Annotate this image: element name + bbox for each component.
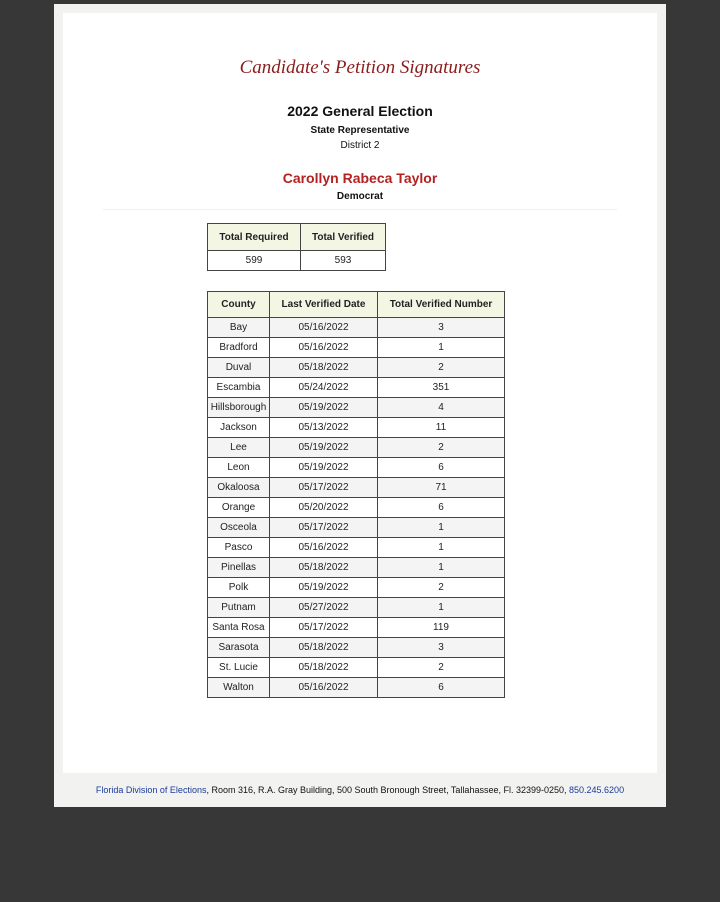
count-cell: 11	[378, 418, 505, 438]
date-cell: 05/16/2022	[270, 678, 378, 698]
date-cell: 05/24/2022	[270, 378, 378, 398]
count-cell: 6	[378, 458, 505, 478]
table-row	[208, 578, 505, 598]
county-cell: Putnam	[208, 598, 270, 618]
date-cell: 05/13/2022	[270, 418, 378, 438]
county-cell: Pinellas	[208, 558, 270, 578]
date-cell: 05/18/2022	[270, 358, 378, 378]
table-row	[208, 678, 505, 698]
table-row	[208, 358, 505, 378]
table-row	[208, 478, 505, 498]
table-row	[208, 598, 505, 618]
table-row	[208, 438, 505, 458]
county-cell: Walton	[208, 678, 270, 698]
county-cell: Duval	[208, 358, 270, 378]
date-cell: 05/19/2022	[270, 438, 378, 458]
table-row	[208, 418, 505, 438]
total-verified-header: Total Verified	[301, 224, 386, 251]
table-row	[208, 658, 505, 678]
county-cell: Orange	[208, 498, 270, 518]
footer-address: , Room 316, R.A. Gray Building, 500 South Bronough Street, Tallahassee, Fl. 32399-0250,	[206, 785, 570, 795]
count-cell: 6	[378, 678, 505, 698]
county-cell: Bradford	[208, 338, 270, 358]
county-cell: Lee	[208, 438, 270, 458]
count-cell: 6	[378, 498, 505, 518]
table-row	[208, 558, 505, 578]
county-cell: Leon	[208, 458, 270, 478]
county-cell: Hillsborough	[208, 398, 270, 418]
county-cell: Osceola	[208, 518, 270, 538]
date-cell: 05/18/2022	[270, 558, 378, 578]
district-label: District 2	[340, 140, 380, 151]
total-required-header: Total Required	[208, 224, 301, 251]
date-cell: 05/16/2022	[270, 318, 378, 338]
date-cell: 05/19/2022	[270, 458, 378, 478]
report-page	[63, 13, 657, 773]
date-cell: 05/17/2022	[270, 518, 378, 538]
divider	[103, 209, 617, 210]
count-cell: 351	[378, 378, 505, 398]
table-row	[208, 398, 505, 418]
office-name: State Representative	[310, 125, 410, 136]
county-cell: Jackson	[208, 418, 270, 438]
count-cell: 3	[378, 638, 505, 658]
county-cell: Okaloosa	[208, 478, 270, 498]
document-sheet	[54, 4, 666, 807]
count-cell: 1	[378, 518, 505, 538]
date-cell: 05/16/2022	[270, 338, 378, 358]
date-cell: 05/18/2022	[270, 658, 378, 678]
total-verified-number-header: Total Verified Number	[378, 292, 505, 318]
count-cell: 1	[378, 538, 505, 558]
date-cell: 05/20/2022	[270, 498, 378, 518]
footer	[54, 785, 666, 795]
table-row	[208, 638, 505, 658]
date-cell: 05/17/2022	[270, 618, 378, 638]
table-row	[208, 458, 505, 478]
date-cell: 05/18/2022	[270, 638, 378, 658]
date-cell: 05/17/2022	[270, 478, 378, 498]
table-row	[208, 498, 505, 518]
count-cell: 2	[378, 578, 505, 598]
county-header: County	[208, 292, 270, 318]
table-row	[208, 618, 505, 638]
count-cell: 71	[378, 478, 505, 498]
county-cell: Polk	[208, 578, 270, 598]
table-row	[208, 318, 505, 338]
table-row	[208, 538, 505, 558]
division-link[interactable]: Florida Division of Elections	[95, 785, 207, 795]
county-cell: Santa Rosa	[208, 618, 270, 638]
count-cell: 1	[378, 598, 505, 618]
election-name: 2022 General Election	[287, 103, 433, 119]
county-cell: Sarasota	[208, 638, 270, 658]
count-cell: 2	[378, 358, 505, 378]
total-verified-value: 593	[301, 251, 386, 271]
phone-link[interactable]: 850.245.6200	[569, 785, 625, 795]
count-cell: 2	[378, 438, 505, 458]
count-cell: 3	[378, 318, 505, 338]
county-cell: Escambia	[208, 378, 270, 398]
county-cell: St. Lucie	[208, 658, 270, 678]
county-cell: Pasco	[208, 538, 270, 558]
county-table	[207, 291, 505, 698]
county-cell: Bay	[208, 318, 270, 338]
report-title: Candidate's Petition Signatures	[239, 57, 481, 78]
table-row	[208, 378, 505, 398]
date-cell: 05/27/2022	[270, 598, 378, 618]
count-cell: 1	[378, 338, 505, 358]
table-row	[208, 338, 505, 358]
totals-table	[207, 223, 386, 271]
party-label: Democrat	[336, 191, 384, 202]
date-cell: 05/19/2022	[270, 398, 378, 418]
last-verified-date-header: Last Verified Date	[270, 292, 378, 318]
count-cell: 119	[378, 618, 505, 638]
date-cell: 05/19/2022	[270, 578, 378, 598]
count-cell: 1	[378, 558, 505, 578]
date-cell: 05/16/2022	[270, 538, 378, 558]
count-cell: 2	[378, 658, 505, 678]
count-cell: 4	[378, 398, 505, 418]
total-required-value: 599	[208, 251, 301, 271]
table-row	[208, 518, 505, 538]
candidate-name: Carollyn Rabeca Taylor	[282, 170, 438, 186]
